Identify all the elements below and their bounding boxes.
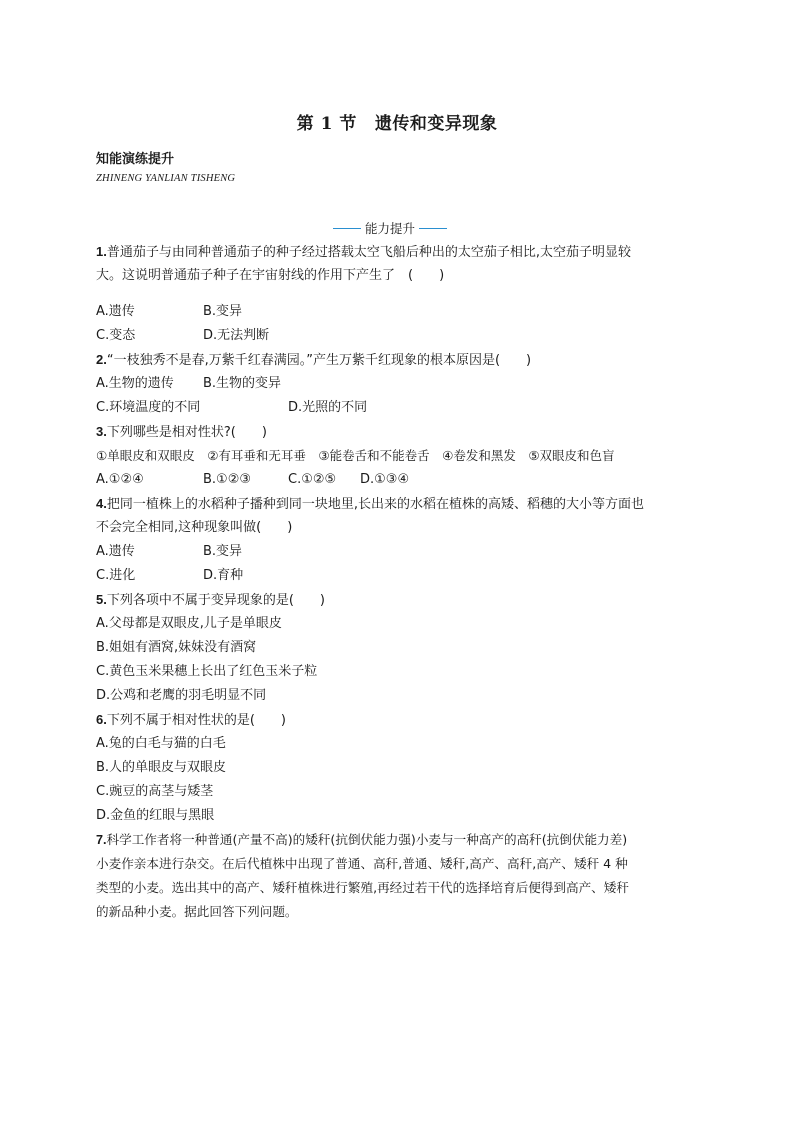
section-pinyin: ZHINENG YANLIAN TISHENG (96, 173, 236, 184)
option-b[interactable]: B.变异 (203, 304, 243, 319)
question-stem-text: 科学工作者将一种普通(产量不高)的矮秆(抗倒伏能力强)小麦与一种高产的高秆(抗倒伏能力差) (106, 832, 628, 847)
question-stem-line: 大。这说明普通茄子种子在宇宙射线的作用下产生了 ( ) (96, 268, 445, 283)
option-b[interactable]: B.生物的变异 (203, 376, 282, 391)
option-row (96, 396, 708, 420)
question-list (96, 240, 708, 924)
question-stem-line (96, 240, 708, 264)
option-d[interactable]: D.育种 (203, 568, 244, 583)
option-d[interactable]: D.①③④ (360, 472, 410, 487)
question-stem-text: 下列哪些是相对性状?( ) (106, 425, 267, 440)
option-d[interactable]: D.光照的不同 (288, 400, 368, 415)
section-number: 第 1 节 (296, 114, 357, 134)
question-6 (96, 708, 708, 828)
question-stem-line (96, 588, 708, 612)
choice-list: ①单眼皮和双眼皮 ②有耳垂和无耳垂 ③能卷舌和不能卷舌 ④卷发和黑发 ⑤双眼皮和色盲 (96, 448, 615, 463)
question-stem-text: 下列不属于相对性状的是( ) (106, 713, 286, 728)
question-stem-line: 小麦作亲本进行杂交。在后代植株中出现了普通、高秆,普通、矮秆,高产、高秆,高产、矮秆 4 种 (96, 856, 628, 871)
question-stem-text: 普通茄子与由同种普通茄子的种子经过搭载太空飞船后种出的太空茄子相比,太空茄子明显较 (106, 245, 631, 260)
option-d[interactable]: D.无法判断 (203, 328, 270, 343)
option-a[interactable]: A.兔的白毛与猫的白毛 (96, 736, 226, 751)
question-1 (96, 240, 708, 348)
option-d[interactable]: D.公鸡和老鹰的羽毛明显不同 (96, 688, 267, 703)
question-4 (96, 492, 708, 588)
option-c[interactable]: C.豌豆的高茎与矮茎 (96, 784, 214, 799)
option-b[interactable]: B.变异 (203, 544, 243, 559)
question-stem-line: 类型的小麦。选出其中的高产、矮秆植株进行繁殖,再经过若干代的选择培育后便得到高产、矮秆 (96, 880, 629, 895)
option-a[interactable]: A.遗传 (96, 304, 135, 319)
banner-label: 能力提升 (365, 221, 416, 236)
question-stem-text: 下列各项中不属于变异现象的是( ) (106, 593, 325, 608)
question-stem-line (96, 828, 708, 852)
option-row (96, 540, 708, 564)
question-number: 6. (96, 712, 107, 727)
spacer (96, 288, 708, 300)
question-stem-line (96, 420, 708, 444)
question-number: 5. (96, 592, 107, 607)
banner-rule-left (333, 228, 361, 229)
option-c[interactable]: C.变态 (96, 328, 136, 343)
option-a[interactable]: A.遗传 (96, 544, 135, 559)
question-number: 3. (96, 424, 107, 439)
option-b[interactable]: B.①②③ (203, 472, 252, 487)
option-b[interactable]: B.人的单眼皮与双眼皮 (96, 760, 227, 775)
banner-rule-right (419, 228, 447, 229)
question-3 (96, 420, 708, 492)
option-c[interactable]: C.环境温度的不同 (96, 400, 201, 415)
question-number: 2. (96, 352, 107, 367)
question-number: 7. (96, 833, 107, 847)
option-a[interactable]: A.生物的遗传 (96, 376, 174, 391)
question-stem-line: 不会完全相同,这种现象叫做( ) (96, 520, 293, 535)
question-stem-line (96, 708, 708, 732)
question-stem-text: “一枝独秀不是春,万紫千红春满园。”产生万紫千红现象的根本原因是( ) (106, 353, 532, 368)
question-stem-line (96, 348, 708, 372)
option-d[interactable]: D.金鱼的红眼与黑眼 (96, 808, 215, 823)
option-row (96, 324, 708, 348)
question-7 (96, 828, 708, 924)
question-number: 1. (96, 244, 107, 259)
question-stem-text: 把同一植株上的水稻种子播种到同一块地里,长出来的水稻在植株的高矮、稻穗的大小等方面也 (106, 497, 644, 512)
page-title (0, 109, 794, 134)
option-row (96, 372, 708, 396)
option-row (96, 564, 708, 588)
question-2 (96, 348, 708, 420)
option-c[interactable]: C.进化 (96, 568, 136, 583)
option-c[interactable]: C.黄色玉米果穗上长出了红色玉米子粒 (96, 664, 318, 679)
section-heading: 知能演练提升 (96, 152, 175, 167)
ability-banner (333, 219, 447, 237)
option-a[interactable]: A.父母都是双眼皮,儿子是单眼皮 (96, 616, 282, 631)
question-5 (96, 588, 708, 708)
option-c[interactable]: C.①②⑤ (288, 472, 337, 487)
option-a[interactable]: A.①②④ (96, 472, 144, 487)
question-stem-line (96, 492, 708, 516)
chapter-title: 遗传和变异现象 (374, 114, 498, 134)
option-row (96, 300, 708, 324)
question-stem-line: 的新品种小麦。据此回答下列问题。 (96, 904, 298, 919)
option-b[interactable]: B.姐姐有酒窝,妹妹没有酒窝 (96, 640, 257, 655)
question-number: 4. (96, 496, 107, 511)
option-row (96, 468, 708, 492)
